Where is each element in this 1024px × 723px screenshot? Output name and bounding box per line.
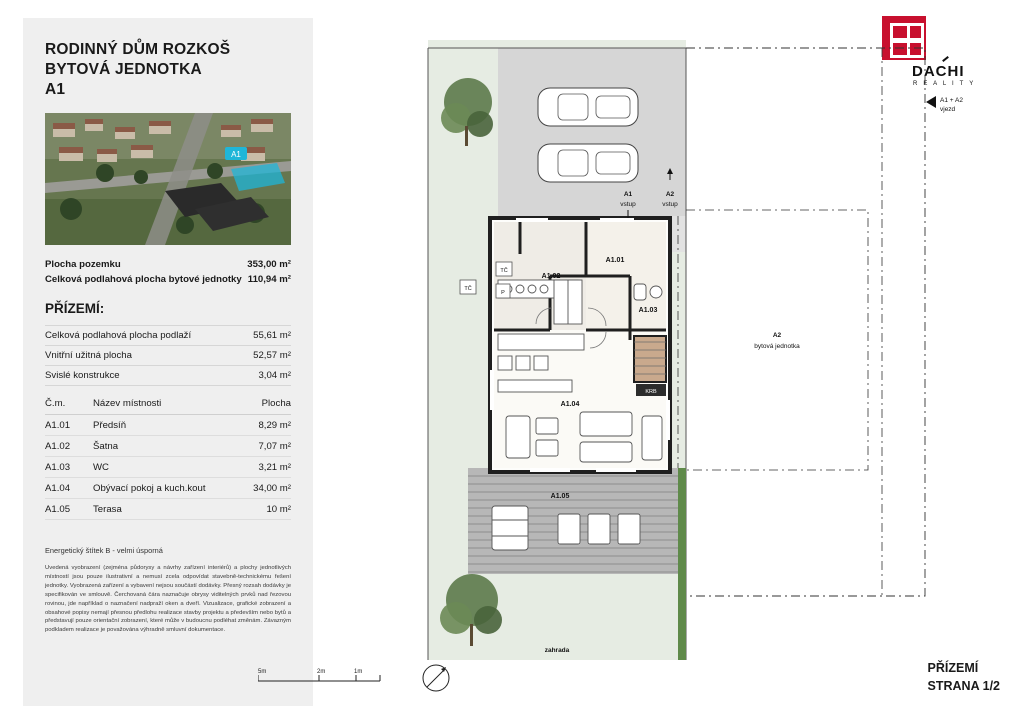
table-row — [45, 478, 291, 499]
title-line-1: RODINNÝ DŮM ROZKOŠ — [45, 41, 231, 58]
room-name: WC — [93, 461, 109, 473]
label-p: P — [501, 290, 505, 296]
plan-room-a102: A1.02 — [541, 273, 561, 280]
fact-row — [45, 258, 291, 273]
room-code: A1.04 — [45, 482, 71, 494]
area-line — [45, 366, 291, 386]
table-row — [45, 436, 291, 457]
table-row — [45, 457, 291, 478]
label-tc-2: TČ — [500, 268, 508, 274]
room-area: 34,00 m² — [253, 482, 291, 494]
garden-label: zahrada — [544, 647, 570, 654]
energy-label: Energetický štítek B - velmi úsporná — [45, 546, 163, 556]
fact-label: Plocha pozemku — [45, 259, 121, 271]
area-lines — [45, 325, 291, 386]
north-arrow-icon — [415, 655, 457, 697]
area-value: 3,04 m² — [258, 370, 291, 382]
fact-value: 353,00 m² — [247, 259, 291, 271]
entry-a1-label: A1 — [623, 191, 633, 198]
krb-label: KRB — [645, 389, 657, 395]
room-name: Šatna — [93, 440, 119, 452]
room-name: Obývací pokoj a kuch.kout — [93, 482, 206, 494]
footer-line-1: PŘÍZEMÍ — [927, 660, 979, 675]
area-value: 55,61 m² — [253, 330, 291, 342]
fact-value: 110,94 m² — [247, 274, 291, 286]
room-code: A1.03 — [45, 461, 71, 473]
footer-line-2: STRANA 1/2 — [927, 678, 1000, 693]
fact-row — [45, 273, 291, 288]
rooms-table — [45, 398, 291, 520]
driveway-sub: vjezd — [940, 106, 956, 113]
driveway-label: A1 + A2 — [940, 97, 963, 104]
plan-room-a105: A1.05 — [550, 493, 570, 500]
entry-a2-sub: vstup — [662, 201, 678, 208]
room-name: Terasa — [93, 503, 122, 515]
logo-brand-bottom-sub: R E A L I T Y — [913, 81, 976, 87]
label-tc-1: TČ — [464, 286, 472, 292]
area-line — [45, 325, 291, 346]
logo-brand-bottom: DACHI — [912, 63, 965, 80]
room-code: A1.01 — [45, 419, 71, 431]
table-row — [45, 499, 291, 520]
info-panel — [23, 18, 313, 706]
svg-text:A1: A1 — [231, 150, 241, 160]
scale-bar — [258, 661, 388, 687]
entry-a2-label: A2 — [665, 191, 675, 198]
scale-tick-1m: 1m — [354, 669, 363, 675]
floorplan-drawing — [420, 40, 1010, 670]
room-area: 3,21 m² — [258, 461, 291, 473]
room-area: 10 m² — [266, 503, 291, 515]
logo-brand-top: DACHI — [930, 22, 983, 39]
room-name: Předsíň — [93, 419, 127, 431]
neighbor-unit-sub: bytová jednotka — [754, 343, 800, 350]
area-label: Vnitřní užitná plocha — [45, 350, 132, 362]
area-line — [45, 346, 291, 366]
footer-labels — [928, 659, 1000, 695]
entry-a1-sub: vstup — [620, 201, 636, 208]
aerial-photo — [45, 113, 291, 245]
room-code: A1.02 — [45, 440, 71, 452]
key-facts — [45, 258, 291, 288]
col-code: Č.m. — [45, 398, 66, 410]
table-row — [45, 415, 291, 436]
table-header — [45, 398, 291, 415]
col-area: Plocha — [261, 398, 291, 410]
logo-brand-top-sub: REALITY — [930, 40, 971, 46]
plan-room-a101: A1.01 — [605, 257, 625, 264]
area-value: 52,57 m² — [253, 350, 291, 362]
title-line-3: A1 — [45, 80, 66, 98]
page-title — [45, 40, 291, 99]
title-line-2: BYTOVÁ JEDNOTKA — [45, 60, 202, 78]
section-title: PŘÍZEMÍ: — [45, 301, 105, 317]
disclaimer-text: Uvedená vyobrazení (zejména půdorysy a návrhy zařízení interiérů) a plochy jednotlivých místností jsou pouze ilustrativní a nemusí zcela odpovídat stavebně-technickému řešení jednotky. Vyobrazená zařízení a vybavení nejsou součástí dodávky. Přesný rozsah dodávky je specifikován ve smlouvě. Čerchovaná čára naznačuje obrysy viditelných prvků nad řezovou rovinou, jde například o naznačení nadpraží oken a dveří. Vizualizace, grafické zobrazení a obsahové popisy nemají přesnou předlohu realizace stavby projektu a především nebo bytů a představují pouze orientační zobrazení, které může v budoucnu podléhat změnám. Závazným podkladem realizace je považována výhradně smluvní dokumentace. — [45, 565, 291, 634]
room-area: 8,29 m² — [258, 419, 291, 431]
area-label: Celková podlahová plocha podlaží — [45, 330, 192, 342]
plan-room-a104: A1.04 — [560, 401, 580, 408]
col-name: Název místnosti — [93, 398, 162, 410]
scale-tick-2m: 2m — [317, 669, 326, 675]
neighbor-unit-label: A2 — [772, 332, 782, 339]
scale-tick-5m: 5m — [258, 669, 267, 675]
room-area: 7,07 m² — [258, 440, 291, 452]
room-code: A1.05 — [45, 503, 71, 515]
fact-label: Celková podlahová plocha bytové jednotky — [45, 274, 242, 286]
plan-room-a103: A1.03 — [638, 307, 658, 314]
area-label: Svislé konstrukce — [45, 370, 120, 382]
